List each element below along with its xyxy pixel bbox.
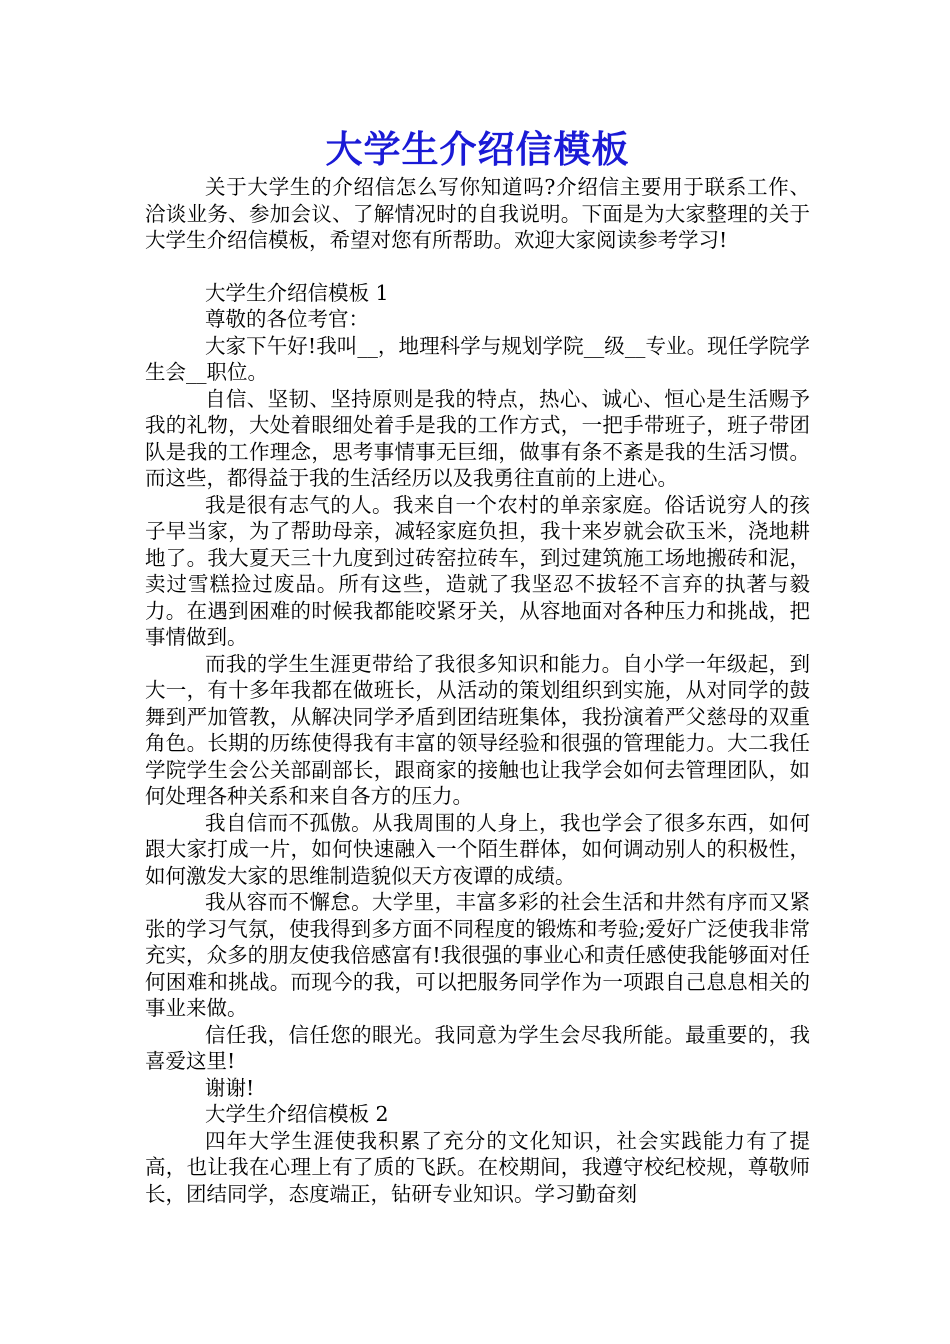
- salutation: 尊敬的各位考官：: [205, 307, 369, 331]
- body-paragraph: 我自信而不孤傲。从我周围的人身上，我也学会了很多东西，如何跟大家打成一片，如何快速融入一个陌生群体，如何调动别人的积极性，如何激发大家的思维制造貌似天方夜谭的成绩。: [145, 810, 810, 888]
- body-paragraph: 信任我，信任您的眼光。我同意为学生会尽我所能。最重要的，我喜爱这里!: [145, 1022, 810, 1073]
- body-paragraph: 而我的学生生涯更带给了我很多知识和能力。自小学一年级起，到大一，有十多年我都在做班长，从活动的策划组织到实施，从对同学的鼓舞到严加管教，从解决同学矛盾到团结班集体，我扮演着严父慈母的双重角色。长期的历练使得我有丰富的领导经验和很强的管理能力。大二我任学院学生会公关部副部长，跟商家的接触也让我学会如何去管理团队，如何处理各种关系和来自各方的压力。: [145, 651, 810, 808]
- body-paragraph: 四年大学生涯使我积累了充分的文化知识，社会实践能力有了提高，也让我在心理上有了质的飞跃。在校期间，我遵守校纪校规，尊敬师长，团结同学，态度端正，钻研专业知识。学习勤奋刻: [145, 1128, 810, 1206]
- body-paragraph: 我从容而不懈怠。大学里，丰富多彩的社会生活和井然有序而又紧张的学习气氛，使我得到多方面不同程度的锻炼和考验;爱好广泛使我非常充实，众多的朋友使我倍感富有!我很强的事业心和责任感使我能够面对任何困难和挑战。而现今的我，可以把服务同学作为一项跟自己息息相关的事业来做。: [145, 890, 810, 1020]
- document-title: 大学生介绍信模板: [325, 128, 630, 171]
- intro-paragraph: 关于大学生的介绍信怎么写你知道吗?介绍信主要用于联系工作、洽谈业务、参加会议、了解情况时的自我说明。下面是为大家整理的关于大学生介绍信模板，希望对您有所帮助。欢迎大家阅读参考学习!: [145, 175, 810, 252]
- body-paragraph: 我是很有志气的人。我来自一个农村的单亲家庭。俗话说穷人的孩子早当家，为了帮助母亲，减轻家庭负担，我十来岁就会砍玉米，浇地耕地了。我大夏天三十九度到过砖窑拉砖车，到过建筑施工场地搬砖和泥，卖过雪糕捡过废品。所有这些，造就了我坚忍不拔轻不言弃的执著与毅力。在遇到困难的时候我都能咬紧牙关，从容地面对各种压力和挑战，把事情做到。: [145, 492, 810, 649]
- section-heading-template-1: 大学生介绍信模板 1: [205, 280, 389, 305]
- body-paragraph: 自信、坚韧、坚持原则是我的特点，热心、诚心、恒心是生活赐予我的礼物，大处着眼细处着手是我的工作方式，一把手带班子，班子带团队是我的工作理念，思考事情事无巨细，做事有条不紊是我的生活习惯。而这些，都得益于我的生活经历以及我勇往直前的上进心。: [145, 386, 810, 490]
- document-body: [145, 126, 810, 1207]
- body-paragraph: 大家下午好!我叫__，地理科学与规划学院__级__专业。现任学院学生会__职位。: [145, 333, 810, 384]
- closing-thanks: 谢谢!: [205, 1075, 255, 1100]
- section-heading-template-2: 大学生介绍信模板 2: [205, 1102, 389, 1126]
